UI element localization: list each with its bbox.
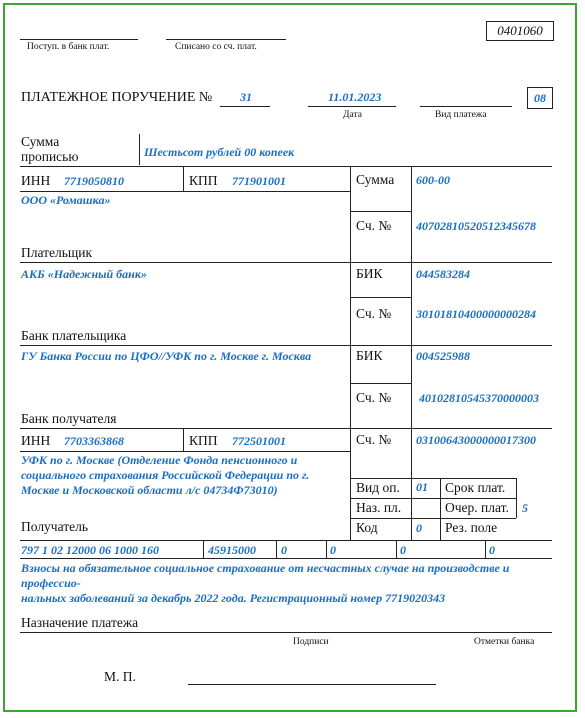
line-payer-bank-bottom (20, 345, 552, 346)
line-payer-bottom (20, 262, 552, 263)
form-code: 0401060 (486, 21, 554, 41)
line-payee-inn-bottom (20, 451, 350, 452)
payee-inn-divider (183, 428, 184, 451)
payee-kpp-label: КПП (189, 433, 218, 448)
payer-bank-account: 30101810400000000284 (416, 307, 536, 321)
amount-words-divider (139, 134, 140, 165)
payee-bank-bik-label: БИК (356, 348, 383, 363)
payment-type-caption: Вид платежа (435, 110, 487, 120)
bank-marks-label: Отметки банка (474, 637, 535, 647)
signature-line (188, 684, 436, 685)
payee-account-label: Сч. № (356, 432, 392, 447)
sum-value: 600-00 (416, 173, 450, 187)
due-label: Срок плат. (445, 480, 506, 495)
payee-caption: Получатель (21, 519, 89, 534)
number-line (220, 106, 270, 107)
payer-bank-account-label: Сч. № (356, 306, 392, 321)
received-label: Поступ. в банк плат. (27, 42, 110, 52)
payment-number: 31 (240, 90, 252, 104)
budget-div-4 (396, 540, 397, 558)
received-line (20, 39, 138, 40)
debited-line (166, 39, 286, 40)
reserve-label: Рез. поле (445, 520, 498, 535)
order-value: 5 (522, 501, 528, 515)
payer-account: 40702810520512345678 (416, 219, 536, 233)
line-purpose-bottom (20, 632, 552, 633)
line-payer-inn-bottom (20, 191, 350, 192)
op-grid-divider (440, 478, 441, 540)
payer-inn: 7719050810 (64, 174, 124, 188)
payer-status: 08 (527, 87, 553, 109)
right-column-divider-left (350, 166, 351, 540)
signatures-label: Подписи (293, 637, 329, 647)
amount-words-value: Шестьсот рублей 00 копеек (144, 145, 295, 159)
budget-div-1 (203, 540, 204, 558)
payee-bank-caption: Банк получателя (21, 411, 117, 426)
payer-caption: Плательщик (21, 245, 93, 260)
budget-doc-date: 0 (489, 543, 495, 557)
budget-div-3 (326, 540, 327, 558)
line-sum-bottom (350, 211, 411, 212)
budget-div-5 (485, 540, 486, 558)
budget-div-2 (276, 540, 277, 558)
payer-kpp-label: КПП (189, 173, 218, 188)
budget-doc-number: 0 (400, 543, 406, 557)
payee-bank-name: ГУ Банка России по ЦФО//УФК по г. Москве г. Москва (21, 349, 312, 363)
payer-kpp: 771901001 (232, 174, 286, 188)
date-line (308, 106, 396, 107)
line-amount-bottom (20, 166, 552, 167)
line-budget-top (20, 540, 552, 541)
payee-bank-account: 40102810545370000003 (419, 391, 539, 405)
debited-label: Списано со сч. плат. (175, 42, 257, 52)
line-bik1-bottom (350, 297, 411, 298)
payer-bank-caption: Банк плательщика (21, 328, 127, 343)
stamp-label: М. П. (104, 669, 136, 684)
form-title: ПЛАТЕЖНОЕ ПОРУЧЕНИЕ № (21, 90, 213, 105)
line-op3-top (350, 518, 516, 519)
code-value: 0 (416, 521, 422, 535)
op-grid-right-edge (516, 478, 517, 518)
payee-bank-bik: 004525988 (416, 349, 470, 363)
budget-basis: 0 (281, 543, 287, 557)
payer-bank-bik: 044583284 (416, 267, 470, 281)
payer-inn-label: ИНН (21, 173, 51, 188)
payee-kpp: 772501001 (232, 434, 286, 448)
sum-label: Сумма (356, 172, 395, 187)
payer-bank-name: АКБ «Надежный банк» (21, 267, 147, 281)
payer-account-label: Сч. № (356, 218, 392, 233)
date-caption: Дата (343, 110, 362, 120)
line-bik2-bottom (350, 383, 411, 384)
budget-kbk: 797 1 02 12000 06 1000 160 (21, 543, 159, 557)
line-op2-top (350, 498, 516, 499)
payee-name: УФК по г. Москве (Отделение Фонда пенсионного и социального страхования Российской Федерации по г. Москве и Московской области л/с 04734Ф73010) (21, 453, 310, 497)
purpose-code-label: Наз. пл. (356, 500, 402, 515)
op-type-label: Вид оп. (356, 480, 400, 495)
payee-inn-label: ИНН (21, 433, 51, 448)
code-label: Код (356, 520, 378, 535)
payee-bank-account-label: Сч. № (356, 390, 392, 405)
line-budget-bottom (20, 558, 552, 559)
purpose-text: Взносы на обязательное социальное страхование от несчастных случае на производстве и профессио- нальных заболеваний за декабрь 2022 года. Регистрационный номер 7719020343 (21, 561, 510, 605)
payee-inn: 7703363868 (64, 434, 124, 448)
payment-date: 11.01.2023 (328, 90, 382, 104)
payer-inn-divider (183, 166, 184, 191)
right-column-divider-right (411, 166, 412, 540)
purpose-caption: Назначение платежа (21, 615, 139, 630)
op-type: 01 (416, 480, 428, 494)
line-payee-bank-bottom (20, 428, 552, 429)
budget-oktmo: 45915000 (208, 543, 256, 557)
order-label: Очер. плат. (445, 500, 509, 515)
payer-name: ООО «Ромашка» (21, 193, 111, 207)
amount-words-label: Сумма прописью (21, 134, 79, 164)
payee-account: 03100643000000017300 (416, 433, 536, 447)
line-op1-top (350, 478, 516, 479)
budget-period: 0 (330, 543, 336, 557)
payment-type-line (420, 106, 512, 107)
payer-bank-bik-label: БИК (356, 266, 383, 281)
